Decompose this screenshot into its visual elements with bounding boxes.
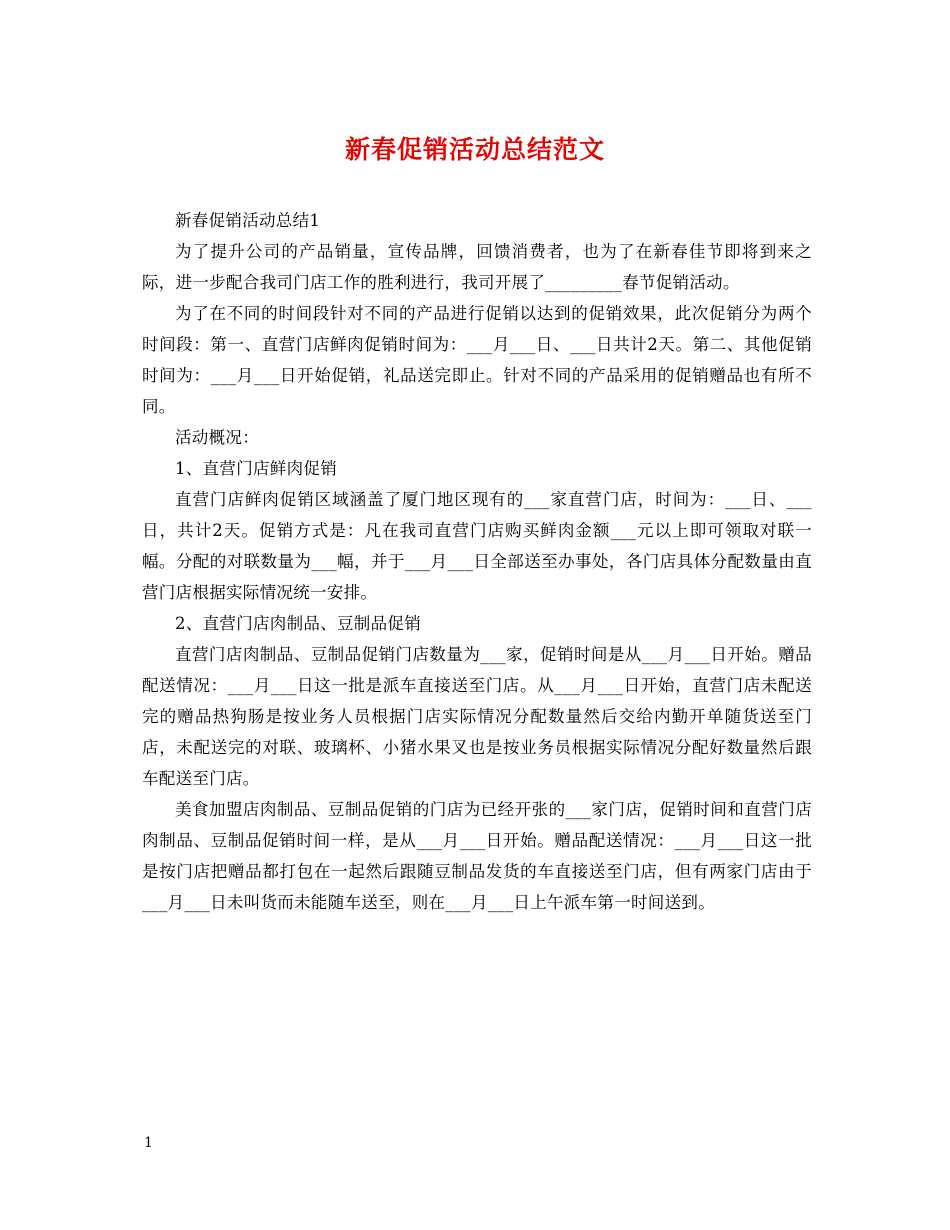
section-heading: 2、直营门店肉制品、豆制品促销: [175, 614, 421, 633]
body-paragraph: 为了在不同的时间段针对不同的产品进行促销以达到的促销效果，此次促销分为两个时间段：第一、直营门店鲜肉促销时间为：___月___日、___日共计2天。第二、其他促销时间为：___月___日开始促销，礼品送完即止。针对不同的产品采用的促销赠品也有所不同。: [142, 304, 812, 416]
section-heading: 1、直营门店鲜肉促销: [175, 459, 337, 478]
body-paragraph: 直营门店鲜肉促销区域涵盖了厦门地区现有的___家直营门店，时间为：___日、___日，共计2天。促销方式是：凡在我司直营门店购买鲜肉金额___元以上即可领取对联一幅。分配的对联数量为___幅，并于___月___日全部送至办事处，各门店具体分配数量由直营门店根据实际情况统一安排。: [142, 490, 812, 602]
document-body: [142, 205, 812, 918]
body-paragraph: 为了提升公司的产品销量，宣传品牌，回馈消费者，也为了在新春佳节即将到来之际，进一步配合我司门店工作的胜利进行，我司开展了_________春节促销活动。: [142, 242, 812, 292]
document-title: 新春促销活动总结范文: [344, 135, 605, 164]
section-heading: 新春促销活动总结1: [175, 211, 321, 230]
body-paragraph: 直营门店肉制品、豆制品促销门店数量为___家，促销时间是从___月___日开始。赠品配送情况：___月___日这一批是派车直接送至门店。从___月___日开始，直营门店未配送完的赠品热狗肠是按业务人员根据门店实际情况分配数量然后交给内勤开单随货送至门店，未配送完的对联、玻璃杯、小猪水果叉也是按业务员根据实际情况分配好数量然后跟车配送至门店。: [142, 645, 812, 788]
page-number: 1: [144, 1135, 153, 1151]
body-paragraph: 美食加盟店肉制品、豆制品促销的门店为已经开张的___家门店，促销时间和直营门店肉制品、豆制品促销时间一样，是从___月___日开始。赠品配送情况：___月___日这一批是按门店把赠品都打包在一起然后跟随豆制品发货的车直接送至门店，但有两家门店由于___月___日未叫货而未能随车送至，则在___月___日上午派车第一时间送到。: [142, 800, 812, 912]
section-heading: 活动概况：: [175, 428, 259, 447]
